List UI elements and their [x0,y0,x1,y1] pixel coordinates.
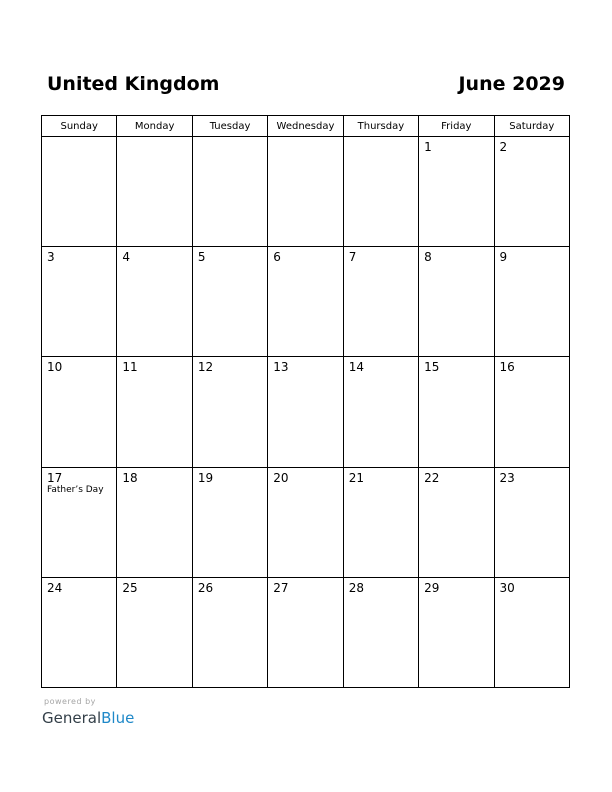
day-number: 21 [348,470,364,485]
day-number: 28 [348,580,364,595]
day-number: 27 [273,580,289,595]
day-number: 25 [122,580,138,595]
week-row-4 [42,467,570,577]
day-number: 20 [273,470,289,485]
day-cell [419,467,494,577]
week-row-5 [42,577,570,687]
day-cell [268,357,343,467]
day-cell [42,137,117,247]
day-number: 2 [499,140,508,154]
day-cell [494,467,569,577]
day-cell [117,467,192,577]
day-number: 4 [122,250,131,265]
day-cell [42,247,117,357]
day-number: 23 [499,470,515,485]
week-row-3 [42,357,570,467]
event-label: Father’s Day [47,484,104,495]
day-number: 12 [197,360,214,375]
week-row-2 [42,247,570,357]
weekday-monday: Monday [117,116,192,137]
weekday-tuesday: Tuesday [192,116,267,137]
weekday-header-row [42,116,570,137]
day-number: 3 [47,250,55,265]
day-cell [343,137,418,247]
day-cell [42,357,117,467]
day-cell [42,577,117,687]
day-cell [117,247,192,357]
day-number [117,137,191,140]
day-cell [343,357,418,467]
day-cell [192,137,267,247]
day-number: 13 [273,360,289,375]
weekday-thursday: Thursday [343,116,418,137]
day-cell [268,577,343,687]
day-cell [419,577,494,687]
day-number: 6 [273,250,281,265]
brand-blue-text: Blue [101,709,135,727]
day-number: 10 [47,360,63,375]
day-cell [494,357,569,467]
day-number: 17 [47,470,63,485]
day-number [42,137,116,140]
day-number: 29 [424,580,440,595]
generalblue-logo[interactable] [42,708,134,728]
country-title: United Kingdom [47,73,220,95]
day-cell [343,247,418,357]
month-year-title: June 2029 [458,73,565,95]
day-cell [419,247,494,357]
day-cell [268,467,343,577]
day-number: 16 [499,360,515,375]
day-number [193,137,267,140]
day-number: 24 [47,580,63,595]
day-cell [117,577,192,687]
week-row-1 [42,137,570,247]
day-cell [343,577,418,687]
day-cell [268,247,343,357]
day-number: 26 [197,580,214,595]
weekday-sunday: Sunday [42,116,117,137]
day-cell [494,137,569,247]
day-number: 11 [122,360,138,375]
day-number: 15 [424,360,440,375]
day-number: 9 [499,250,508,265]
weekday-wednesday: Wednesday [268,116,343,137]
day-number: 8 [424,250,432,265]
day-cell [494,247,569,357]
day-number: 7 [348,250,357,265]
day-cell [343,467,418,577]
powered-by-label: powered by [44,697,96,706]
day-cell [42,467,117,577]
day-number: 1 [424,140,432,154]
calendar-grid [41,115,570,688]
day-number: 5 [197,250,206,265]
day-number: 19 [197,470,214,485]
day-cell [192,247,267,357]
weekday-friday: Friday [419,116,494,137]
day-number [344,137,418,140]
day-cell [192,467,267,577]
day-cell [419,137,494,247]
day-number: 22 [424,470,440,485]
weekday-saturday: Saturday [494,116,569,137]
day-number [268,137,342,140]
brand-general-text: General [42,709,102,727]
day-cell [117,137,192,247]
day-number: 30 [499,580,515,595]
day-cell [117,357,192,467]
day-cell [268,137,343,247]
day-cell [192,577,267,687]
day-cell [419,357,494,467]
day-number: 14 [348,360,364,375]
day-cell [494,577,569,687]
day-number: 18 [122,470,138,485]
day-cell [192,357,267,467]
